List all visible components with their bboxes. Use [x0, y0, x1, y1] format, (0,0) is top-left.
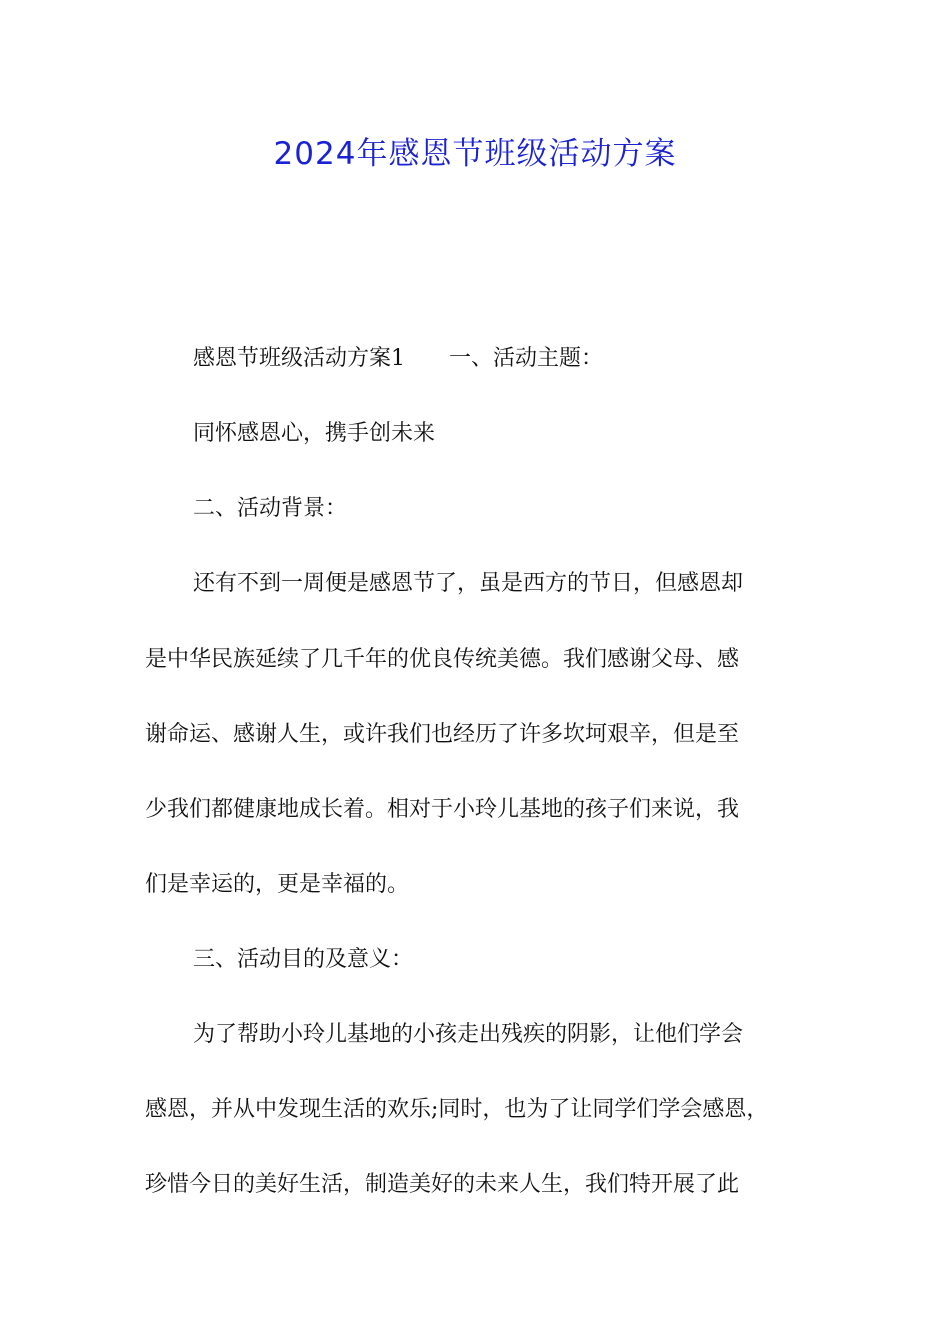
paragraph-line: 为了帮助小玲儿基地的小孩走出残疾的阴影，让他们学会	[193, 1022, 744, 1047]
section-heading-purpose: 三、活动目的及意义：	[193, 947, 414, 972]
theme-text: 同怀感恩心，携手创未来	[193, 421, 436, 446]
section-heading-background: 二、活动背景：	[193, 496, 348, 521]
paragraph-line	[193, 341, 603, 377]
paragraph-line: 还有不到一周便是感恩节了，虽是西方的节日，但感恩却	[193, 571, 744, 596]
section-heading-plan: 感恩节班级活动方案1	[193, 346, 405, 371]
paragraph-line: 感恩，并从中发现生活的欢乐;同时，也为了让同学们学会感恩，	[145, 1097, 769, 1122]
paragraph-line: 们是幸运的，更是幸福的。	[145, 872, 410, 897]
paragraph-line: 珍惜今日的美好生活，制造美好的未来人生，我们特开展了此	[145, 1172, 740, 1197]
paragraph-line: 谢命运、感谢人生，或许我们也经历了许多坎坷艰辛，但是至	[145, 722, 740, 747]
paragraph-line: 是中华民族延续了几千年的优良传统美德。我们感谢父母、感	[145, 647, 740, 672]
paragraph-line: 少我们都健康地成长着。相对于小玲儿基地的孩子们来说，我	[145, 797, 740, 822]
document-title: 2024年感恩节班级活动方案	[273, 136, 677, 172]
section-heading-theme: 一、活动主题：	[449, 346, 604, 371]
